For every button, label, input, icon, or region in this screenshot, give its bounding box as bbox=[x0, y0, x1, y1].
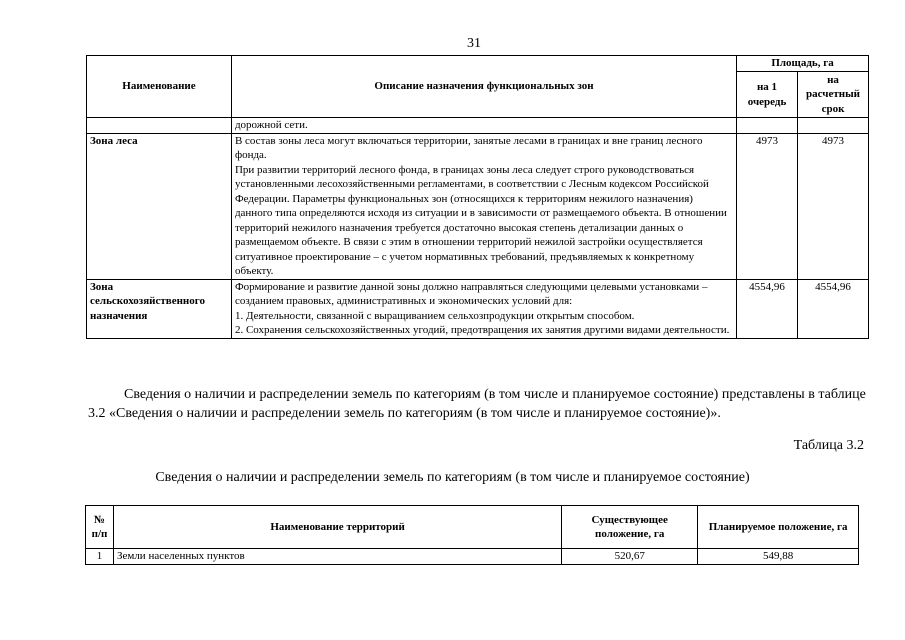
row-num: 1 bbox=[86, 549, 114, 565]
continuation-calc-cell bbox=[798, 118, 869, 134]
header-existing: Существующее положение, га bbox=[562, 506, 698, 549]
zone-calc-term: 4554,96 bbox=[798, 279, 869, 338]
continuation-first-cell bbox=[737, 118, 798, 134]
zone-description: В состав зоны леса могут включаться территории, занятые лесами в границах и вне границ лесного фонда. При развитии территорий лесного фонда, в границах зоны леса следует строго руководствоваться установленными лесохозяйственными регламентами, в соответствии с Лесным кодексом Российской Федерации. Параметры функциональных зон (относящихся к территориям нежилого назначения) данного типа определяются исходя из ситуации и в зависимости от размещаемого объекта. В отношении территорий нежилого назначения требуется достаточно высокая степень детализации данных о размещаемом объекте. В связи с этим в отношении территорий нежилой застройки осуществляется ситуативное проектирование – с учетом нормативных требований, предъявляемых к конкретному объекту. bbox=[231, 133, 736, 279]
header-planned: Планируемое положение, га bbox=[698, 506, 859, 549]
continuation-name-cell bbox=[87, 118, 232, 134]
zone-first-stage: 4554,96 bbox=[737, 279, 798, 338]
zone-description: Формирование и развитие данной зоны должно направляться следующими целевыми установками – созданием правовых, административных и экономических условий для: 1. Деятельности, связанной с выращиванием сельхозпродукции открытым способом. 2. Сохранения сельскохозяйственных угодий, предотвращения их занятия другими видами деятельности. bbox=[231, 279, 736, 338]
zone-first-stage: 4973 bbox=[737, 133, 798, 279]
header-description: Описание назначения функциональных зон bbox=[231, 56, 736, 118]
zone-calc-term: 4973 bbox=[798, 133, 869, 279]
header-area: Площадь, га bbox=[737, 56, 869, 72]
row-territory: Земли населенных пунктов bbox=[113, 549, 561, 565]
header-first-stage: на 1 очередь bbox=[737, 72, 798, 118]
header-name: Наименование bbox=[87, 56, 232, 118]
row-planned: 549,88 bbox=[698, 549, 859, 565]
land-categories-table bbox=[85, 505, 859, 565]
row-existing: 520,67 bbox=[562, 549, 698, 565]
table-row bbox=[87, 279, 869, 338]
continuation-text: дорожной сети. bbox=[231, 118, 736, 134]
header-territory: Наименование территорий bbox=[113, 506, 561, 549]
zone-name: Зона сельскохозяйственного назначения bbox=[87, 279, 232, 338]
zone-name: Зона леса bbox=[87, 133, 232, 279]
table-row bbox=[86, 549, 859, 565]
table-row bbox=[87, 133, 869, 279]
body-paragraph: Сведения о наличии и распределении земель по категориям (в том числе и планируемое состояние) представлены в таблице 3.2 «Сведения о наличии и распределении земель по категориям (в том числе и планируемое состояние)». bbox=[88, 387, 866, 421]
header-num: № п/п bbox=[86, 506, 114, 549]
table-caption: Сведения о наличии и распределении земель по категориям (в том числе и планируемое состояние) bbox=[155, 470, 750, 485]
page-number: 31 bbox=[467, 36, 481, 51]
functional-zones-table bbox=[86, 55, 869, 339]
header-calc-term: на расчетный срок bbox=[798, 72, 869, 118]
table-label: Таблица 3.2 bbox=[793, 438, 864, 453]
